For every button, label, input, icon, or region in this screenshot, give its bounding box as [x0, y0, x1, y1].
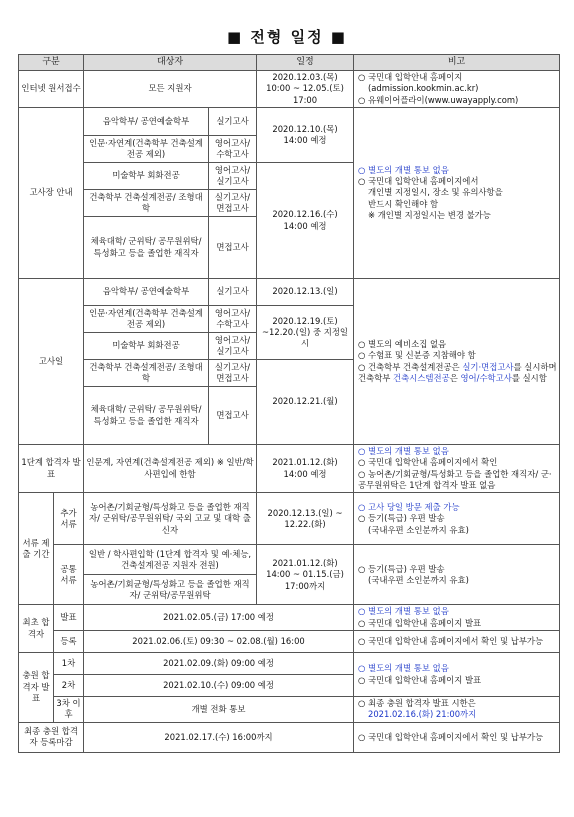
additional-note-3b: 2021.02.16.(화) 21:00까지 [368, 709, 477, 720]
table-row [19, 545, 560, 575]
table-row [19, 722, 560, 752]
docs-common-label: 공통 서류 [54, 545, 84, 605]
table-row [19, 605, 560, 631]
docs-add-schedule: 2020.12.13.(일) ~ 12.22.(화) [257, 493, 354, 545]
lastreg-schedule: 2021.02.17.(수) 16:00까지 [84, 722, 354, 752]
internet-note-1: ○ 국민대 입학안내 홈페이지 [358, 72, 463, 82]
table-row [19, 279, 560, 306]
exam-date-2: 2020.12.19.(토) ~12.20.(일) 중 지정일시 [257, 306, 354, 360]
lastreg-category: 최종 충원 합격자 등록마감 [19, 722, 84, 752]
exam-note-3g: 를 실시함 [511, 372, 547, 383]
exam-exam-4: 실기고사/ 면접고사 [209, 360, 257, 387]
exam-note-3a: ○ 건축학부 건축설계전공은 [358, 361, 463, 372]
table-row [19, 653, 560, 675]
table-row [19, 445, 560, 493]
additional-category: 충원 합격자 발표 [19, 653, 54, 723]
exam-notes [354, 279, 560, 445]
final-announce-note-2: ○ 국민대 입학안내 홈페이지 발표 [358, 617, 482, 628]
venue-target-2: 인문·자연계(건축학부 건축설계전공 제외) [84, 136, 209, 163]
final-register-schedule: 2021.02.06.(토) 09:30 ~ 02.08.(월) 16:00 [84, 631, 354, 653]
stage1-schedule: 2021.01.12.(화) 14:00 예정 [257, 445, 354, 493]
final-announce-note-1: ○ 별도의 개별 통보 없음 [358, 606, 449, 617]
docs-common-schedule: 2021.01.12.(화) 14:00 ~ 01.15.(금) 17:00까지 [257, 545, 354, 605]
docs-common-target-1: 일반 / 학사편입학 (1단계 합격자 및 예·체능, 건축설계전공 지원자 전원) [84, 545, 257, 575]
venue-note-4: 반드시 확인해야 함 [368, 198, 439, 209]
docs-add-notes [354, 493, 560, 545]
table-row [19, 631, 560, 653]
exam-exam-2: 영어고사/ 수학고사 [209, 306, 257, 333]
venue-category: 고사장 안내 [19, 108, 84, 279]
stage1-note-3: ○ 농어촌/기회균형/특성화고 등을 졸업한 재직자/ 군·공무원위탁은 1단계 합격자 발표 없음 [358, 468, 552, 491]
docs-common-notes [354, 545, 560, 605]
docs-common-note-2: (국내우편 소인분까지 유효) [368, 574, 469, 585]
venue-target-3: 미술학부 회화전공 [84, 163, 209, 190]
page-title: ■ 전형 일정 ■ [227, 28, 347, 46]
header-notes: 비고 [354, 55, 560, 71]
stage1-category: 1단계 합격자 발표 [19, 445, 84, 493]
venue-note-2: ○ 국민대 입학안내 홈페이지에서 [358, 176, 479, 187]
stage1-notes [354, 445, 560, 493]
exam-note-3c: 를 실시하며 건축학부 [358, 361, 557, 383]
stage1-note-1: ○ 별도의 개별 통보 없음 [358, 446, 449, 457]
lastreg-note: ○ 국민대 입학안내 홈페이지에서 확인 및 납부가능 [354, 722, 560, 752]
final-announce-label: 발표 [54, 605, 84, 631]
docs-add-note-1: ○ 고사 당일 방문 제출 가능 [358, 501, 460, 512]
docs-common-target-2: 농어촌/기회균형/특성화고 등을 졸업한 재직자/ 군위탁/공무원위탁 [84, 575, 257, 605]
exam-note-2: ○ 수험표 및 신분증 지참해야 함 [358, 350, 476, 361]
additional-note-2: ○ 국민대 입학안내 홈페이지 발표 [358, 674, 482, 685]
stage1-note-2: ○ 국민대 입학안내 홈페이지에서 확인 [358, 457, 498, 468]
final-register-label: 등록 [54, 631, 84, 653]
exam-note-3 [358, 362, 557, 385]
exam-note-3d: 건축시스템전공 [393, 372, 450, 383]
header-target: 대상자 [84, 55, 257, 71]
internet-category: 인터넷 원서접수 [19, 71, 84, 108]
venue-note-1: ○ 별도의 개별 통보 없음 [358, 164, 449, 175]
venue-date-2: 2020.12.16.(수) 14:00 예정 [257, 163, 354, 279]
additional-r2-label: 2차 [54, 675, 84, 697]
final-register-note: ○ 국민대 입학안내 홈페이지에서 확인 및 납부가능 [354, 631, 560, 653]
internet-schedule: 2020.12.03.(목) 10:00 ~ 12.05.(토) 17:00 [257, 71, 354, 108]
final-announce-schedule: 2021.02.05.(금) 17:00 예정 [84, 605, 354, 631]
exam-target-5: 체육대학/ 군위탁/ 공무원위탁/ 특성화고 등을 졸업한 재직자 [84, 387, 209, 445]
internet-note-2: (admission.kookmin.ac.kr) [368, 83, 479, 94]
table-row [19, 71, 560, 108]
internet-target: 모든 지원자 [84, 71, 257, 108]
final-announce-notes [354, 605, 560, 631]
docs-add-target: 농어촌/기회균형/특성화고 등을 졸업한 재직자/ 군위탁/공무원위탁/ 국외 고교 및 대학 출신자 [84, 493, 257, 545]
exam-target-2: 인문·자연계(건축학부 건축설계전공 제외) [84, 306, 209, 333]
exam-target-4: 건축학부 건축설계전공/ 조형대학 [84, 360, 209, 387]
exam-note-3e: 은 [449, 372, 461, 383]
table-header-row [19, 55, 560, 71]
table-row [19, 697, 560, 723]
docs-add-note-2: ○ 등기(특급) 우편 발송 [358, 513, 445, 524]
exam-note-1: ○ 별도의 예비소집 없음 [358, 338, 447, 349]
final-category: 최초 합격자 [19, 605, 54, 653]
venue-note-3: 개인별 지정일시, 장소 및 유의사항을 [368, 187, 503, 198]
docs-add-note-3: (국내우편 소인분까지 유효) [368, 524, 469, 535]
header-schedule: 일정 [257, 55, 354, 71]
additional-r1-label: 1차 [54, 653, 84, 675]
venue-exam-4: 실기고사/ 면접고사 [209, 190, 257, 217]
exam-date-3: 2020.12.21.(월) [257, 360, 354, 445]
exam-note-3b: 실기·면접고사 [462, 361, 514, 372]
venue-date-1: 2020.12.10.(목) 14:00 예정 [257, 108, 354, 163]
additional-r3-label: 3차 이후 [54, 697, 84, 723]
header-category: 구분 [19, 55, 84, 71]
venue-notes [354, 108, 560, 279]
exam-exam-1: 실기고사 [209, 279, 257, 306]
exam-exam-5: 면접고사 [209, 387, 257, 445]
additional-note-1: ○ 별도의 개별 통보 없음 [358, 663, 449, 674]
docs-common-note-1: ○ 등기(특급) 우편 발송 [358, 563, 445, 574]
additional-r2-schedule: 2021.02.10.(수) 09:00 예정 [84, 675, 354, 697]
venue-exam-5: 면접고사 [209, 217, 257, 279]
additional-r1-schedule: 2021.02.09.(화) 09:00 예정 [84, 653, 354, 675]
table-row [19, 493, 560, 545]
stage1-target: 인문계, 자연계(건축설계전공 제외) ※ 일반/학사편입에 한함 [84, 445, 257, 493]
internet-note-3: ○ 유웨이어플라이(www.uwayapply.com) [358, 94, 519, 105]
venue-target-1: 음악학부/ 공연예술학부 [84, 108, 209, 136]
additional-note-3a: ○ 최종 충원 합격자 발표 시한은 [358, 698, 476, 709]
docs-add-label: 추가 서류 [54, 493, 84, 545]
additional-notes [354, 653, 560, 697]
venue-note-5: ※ 개인별 지정일시는 변경 불가능 [368, 210, 491, 221]
internet-notes [354, 71, 560, 108]
exam-note-3f: 영어/수학고사 [460, 372, 512, 383]
schedule-table [18, 54, 560, 753]
exam-date-1: 2020.12.13.(일) [257, 279, 354, 306]
additional-r3-notes [354, 697, 560, 723]
table-row [19, 108, 560, 136]
venue-target-5: 체육대학/ 군위탁/ 공무원위탁/ 특성화고 등을 졸업한 재직자 [84, 217, 209, 279]
venue-exam-2: 영어고사/ 수학고사 [209, 136, 257, 163]
exam-category: 고사일 [19, 279, 84, 445]
venue-exam-3: 영어고사/ 실기고사 [209, 163, 257, 190]
venue-target-4: 건축학부 건축설계전공/ 조형대학 [84, 190, 209, 217]
exam-target-3: 미술학부 회화전공 [84, 333, 209, 360]
venue-exam-1: 실기고사 [209, 108, 257, 136]
additional-r3-schedule: 개별 전화 통보 [84, 697, 354, 723]
docs-category: 서류 제출 기간 [19, 493, 54, 605]
exam-target-1: 음악학부/ 공연예술학부 [84, 279, 209, 306]
exam-exam-3: 영어고사/ 실기고사 [209, 333, 257, 360]
